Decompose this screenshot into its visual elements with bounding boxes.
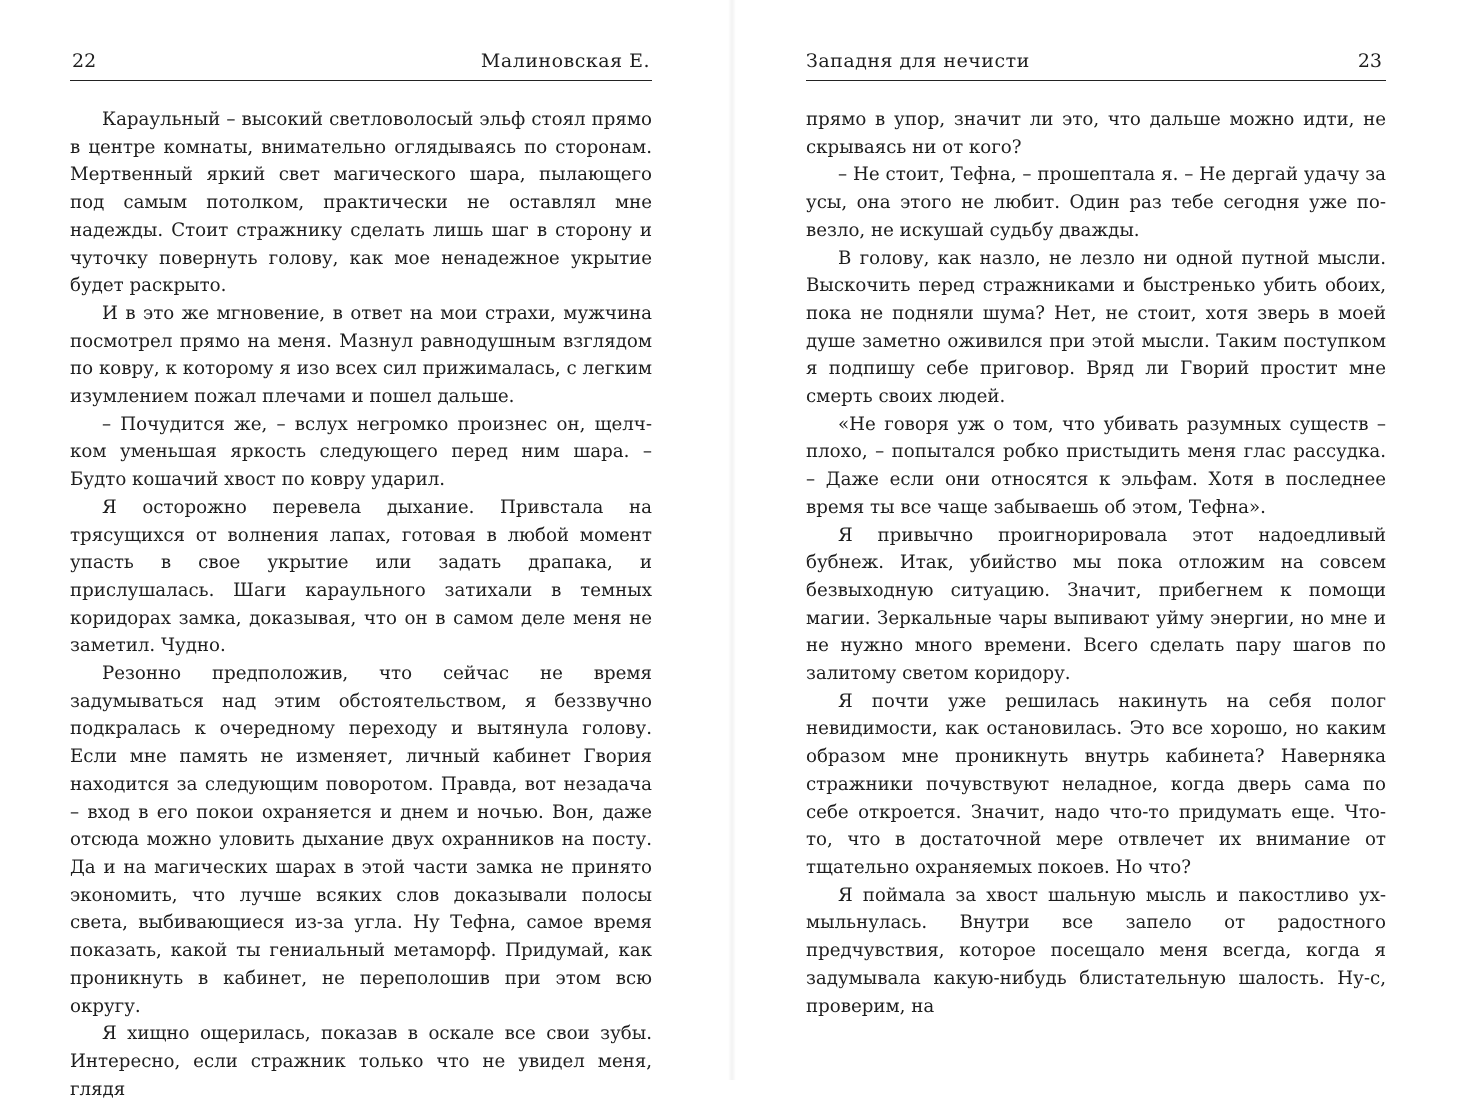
paragraph-continued: прямо в упор, значит ли это, что дальше можно идти, не скрываясь ни от кого?: [806, 109, 1386, 158]
paragraph: – Почудится же, – вслух негромко произнес он, щелчком уменьшая яркость следующего перед ним шара. – Будто кошачий хвост по ковру ударил.: [70, 413, 652, 491]
paragraph: Я почти уже решилась накинуть на себя полог невидимости, как остановилась. Это все хорошо, но каким образом мне проникнуть внутрь кабинета? Наверняка стражники почувствуют неладное, когда дверь сама по себе откроется. Значит, надо что-то придумать еще. Что-то, что в достаточной мере отвлечет их внимание от тщательно охраняемых покоев. Но что?: [806, 690, 1386, 878]
paragraph: В голову, как назло, не лезло ни одной путной мысли. Выскочить перед стражниками и быстренько убить обоих, пока не подняли шума? Нет, не стоит, хотя зверь в моей душе заметно оживился при этой мысли. Таким поступком я подпишу себе приговор. Вряд ли Гворий простит мне смерть своих людей.: [806, 247, 1386, 408]
paragraph: Я поймала за хвост шальную мысль и пакостливо ухмыльнулась. Внутри все запело от радостного предчувствия, которое посещало меня всегда, когда я задумывала какую-нибудь блистательную шалость. Ну-с, проверим, на: [806, 884, 1386, 1017]
paragraph: Я привычно проигнорировала этот надоедливый бубнеж. Итак, убийство мы пока отложим на совсем безвыходную ситуацию. Значит, прибегнем к помощи магии. Зеркальные чары выпивают уйму энергии, но мне и не нужно много времени. Всего сделать пару шагов по залитому светом коридору.: [806, 524, 1386, 685]
book-gutter: [728, 0, 736, 1080]
paragraph: Я хищно ощерилась, показав в оскале все свои зубы. Интересно, если стражник только что не увидел меня, глядя: [70, 1023, 652, 1100]
paragraph: «Не говоря уж о том, что убивать разумных существ – плохо, – попытался робко пристыдить меня глас рассудка. – Даже если они относятся к эльфам. Хотя в последнее время ты все чаще забываешь об этом, Тефна».: [806, 413, 1386, 518]
running-head: Малиновская Е.: [480, 50, 650, 72]
paragraph: Я осторожно перевела дыхание. Привстала на трясущихся от волнения лапах, готовая в любой момент упасть в свое укрытие или задать драпака, и прислушалась. Шаги караульного затихали в темных коридорах замка, доказывая, что он в самом деле меня не заметил. Чудно.: [70, 496, 652, 657]
paragraph: Резонно предположив, что сейчас не время задумываться над этим обстоятельством, я беззвучно подкралась к очередному переходу и вытянула голову. Если мне память не изменяет, личный кабинет Гвория находится за следующим поворотом. Правда, вот незадача – вход в его покои охраняется и днем и ночью. Вон, даже отсюда можно уловить дыхание двух охранников на посту. Да и на магических шарах в этой части замка не принято экономить, что лучше всяких слов доказывали полосы света, выбивающиеся из-за угла. Ну Тефна, самое время показать, какой ты гениальный метаморф. Придумай, как проникнуть в кабинет, не переполошив при этом всю округу.: [70, 663, 652, 1017]
left-page-header: [70, 46, 652, 81]
paragraph: – Не стоит, Тефна, – прошептала я. – Не дергай удачу за усы, она этого не любит. Один раз тебе сегодня уже повезло, не искушай судьбу дважды.: [806, 164, 1386, 241]
right-page-text: [806, 106, 1386, 1020]
paragraph: И в это же мгновение, в ответ на мои страхи, мужчина посмотрел прямо на меня. Мазнул равнодушным взглядом по ковру, к которому я изо всех сил прижималась, с легким изумлением пожал плечами и пошел дальше.: [70, 302, 652, 408]
paragraph: Караульный – высокий светловолосый эльф стоял прямо в центре комнаты, внимательно оглядываясь по сторонам. Мертвенный яркий свет магического шара, пылающего под самым потолком, практически не оставлял мне надежды. Стоит стражнику сделать лишь шаг в сторону и чуточку повернуть голову, как мое ненадежное укрытие будет раскрыто.: [70, 109, 652, 297]
right-page-header: [806, 46, 1386, 81]
page-number: 23: [1357, 50, 1382, 72]
left-page: [70, 0, 652, 1100]
left-page-text: [70, 106, 652, 1103]
right-page: [806, 0, 1386, 1080]
page-number: 22: [72, 50, 97, 72]
running-head: Западня для нечисти: [806, 50, 1030, 72]
